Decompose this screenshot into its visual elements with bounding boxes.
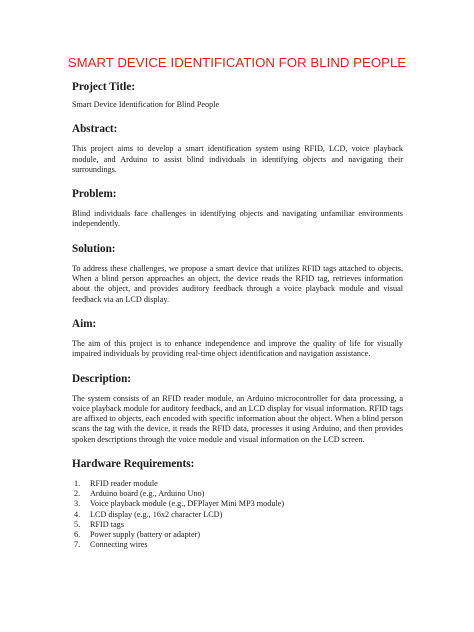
list-item-text: LCD display (e.g., 16x2 character LCD) (90, 509, 223, 519)
solution-text: To address these challenges, we propose a smart device that utilizes RFID tags attached to objects. When a blind person approaches an object, the device reads the RFID tag, retrieves information about the object, and provides auditory feedback through a voice playback module and visual feedback via an LCD display. (72, 263, 403, 304)
section-description (72, 372, 403, 445)
list-item-text: RFID reader module (90, 479, 158, 489)
aim-heading: Aim: (72, 317, 97, 330)
section-aim (72, 317, 403, 360)
list-item (72, 530, 403, 540)
list-item-number: 5. (74, 519, 81, 529)
list-item-text: Connecting wires (90, 540, 148, 550)
section-hardware (72, 457, 403, 550)
project-title-heading: Project Title: (72, 81, 136, 93)
list-item (72, 489, 403, 499)
project-title-text: Smart Device Identification for Blind People (72, 100, 220, 109)
section-abstract (72, 122, 403, 175)
section-solution (72, 242, 403, 305)
list-item (72, 540, 403, 550)
list-item-number: 4. (74, 509, 81, 519)
list-item-number: 6. (74, 530, 81, 540)
list-item-text: Power supply (battery or adapter) (90, 530, 201, 540)
aim-text: The aim of this project is to enhance independence and improve the quality of life for visually impaired individuals by providing real-time object identification and navigation assistance. (72, 338, 403, 359)
document-body (72, 80, 403, 550)
description-text: The system consists of an RFID reader module, an Arduino microcontroller for data processing, a voice playback module for auditory feedback, and an LCD display for visual information. RFID tags are affixed to objects, each encoded with specific information about the object. When a blind person scans the tag with the device, it reads the RFID data, processes it using Arduino, and then provides spoken descriptions through the voice module and visual information on the LCD screen. (72, 393, 403, 444)
document-title: SMART DEVICE IDENTIFICATION FOR BLIND PEOPLE (67, 55, 407, 70)
list-item-number: 2. (74, 489, 81, 499)
list-item-text: RFID tags (90, 519, 124, 529)
list-item-text: Arduino board (e.g., Arduino Uno) (90, 489, 205, 499)
hardware-heading: Hardware Requirements: (72, 458, 195, 471)
list-item-number: 7. (74, 540, 81, 550)
abstract-heading: Abstract: (72, 123, 118, 136)
list-item (72, 479, 403, 489)
abstract-text: This project aims to develop a smart identification system using RFID, LCD, voice playback module, and Arduino to assist blind individuals in identifying objects and navigating their surroundings. (72, 144, 403, 174)
list-item (72, 510, 403, 520)
list-item (72, 520, 403, 530)
section-problem (72, 187, 403, 230)
problem-text: Blind individuals face challenges in identifying objects and navigating unfamiliar environments independently. (72, 209, 403, 229)
list-item-text: Voice playback module (e.g., DFPlayer Mini MP3 module) (90, 499, 285, 509)
section-project-title (72, 80, 403, 110)
problem-heading: Problem: (72, 188, 117, 201)
solution-heading: Solution: (72, 242, 116, 255)
list-item-number: 1. (74, 479, 81, 489)
list-item-number: 3. (74, 499, 81, 509)
description-heading: Description: (72, 372, 132, 385)
list-item (72, 499, 403, 509)
hardware-list (72, 479, 403, 550)
